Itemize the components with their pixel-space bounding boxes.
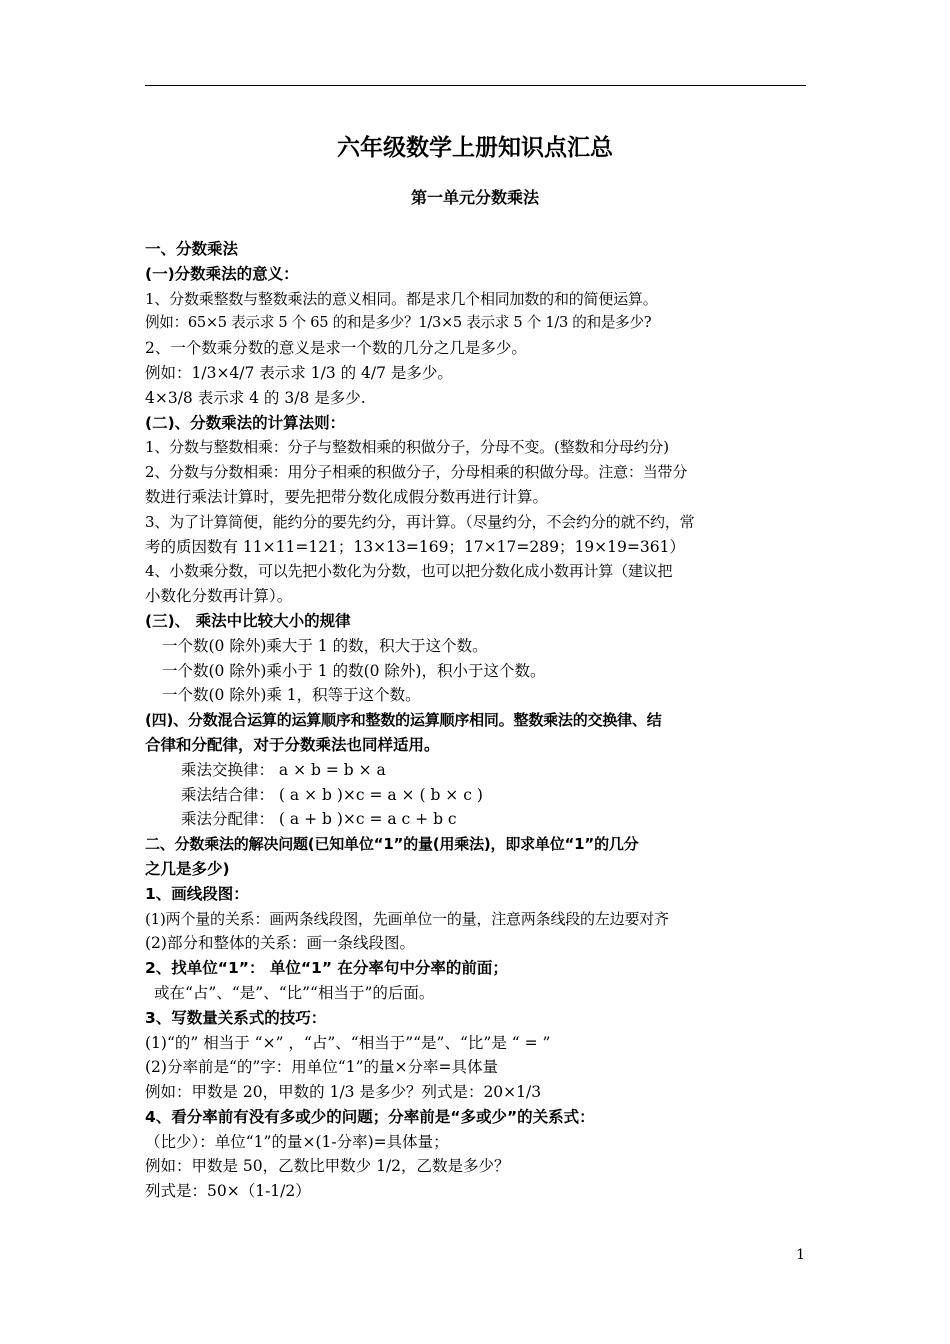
text-line: 或在“占”、“是”、“比”“相当于”的后面。 [154, 983, 435, 1002]
text-line: 例如：甲数是 20，甲数的 1/3 是多少？列式是：20×1/3 [145, 1083, 542, 1102]
unit-title: 第一单元分数乘法 [410, 188, 539, 207]
text-line: （比少）：单位“1”的量×(1-分率)=具体量； [145, 1132, 449, 1151]
text-line: 1、分数乘整数与整数乘法的意义相同。都是求几个相同加数的和的简便运算。 [145, 289, 658, 308]
text-line: 一个数(0 除外)乘 1，积等于这个数。 [162, 686, 421, 705]
formula-line: 乘法结合律： ( a × b )×c = a × ( b × c ) [181, 785, 483, 804]
text-line: 3、为了计算简便，能约分的要先约分，再计算。（尽量约分，不会约分的就不约，常 [145, 512, 695, 531]
text-line: 一个数(0 除外)乘大于 1 的数，积大于这个数。 [162, 636, 488, 655]
subsection-heading: 1、画线段图： [145, 884, 249, 903]
text-line: 考的质因数有 11×11=121；13×13=169；17×17=289；19×19=361） [145, 537, 685, 556]
subsection-heading: 4、看分率前有没有多或少的问题；分率前是“多或少”的关系式： [145, 1107, 595, 1126]
page-title: 六年级数学上册知识点汇总 [337, 135, 613, 161]
text-line: 列式是：50×（1-1/2） [145, 1182, 311, 1201]
text-line: (2)分率前是“的”字：用单位“1”的量×分率=具体量 [145, 1058, 498, 1077]
section-heading: 之几是多少) [145, 859, 230, 878]
text-line: 例如：65×5 表示求 5 个 65 的和是多少？1/3×5 表示求 5 个 1/3 的和是多少? [145, 314, 652, 332]
document-body [145, 237, 807, 1204]
text-line: 一个数(0 除外)乘小于 1 的数(0 除外)，积小于这个数。 [162, 661, 546, 680]
text-line: (1)“的” 相当于 “×” ，“占”、“相当于”“是”、“比”是 “ = ” [145, 1033, 551, 1052]
text-line: 小数化分数再计算）。 [145, 587, 293, 606]
text-line: (1)两个量的关系：画两条线段图，先画单位一的量，注意两条线段的左边要对齐 [145, 909, 669, 928]
subsection-heading: 2、找单位“1”： 单位“1” 在分率句中分率的前面； [145, 959, 508, 978]
text-line: 数进行乘法计算时，要先把带分数化成假分数再进行计算。 [145, 487, 549, 506]
subsection-heading: (一)分数乘法的意义： [145, 264, 299, 283]
subsection-heading: (二)、分数乘法的计算法则： [145, 413, 346, 432]
section-heading: 二、分数乘法的解决问题(已知单位“1”的量(用乘法)，即求单位“1”的几分 [145, 835, 639, 854]
formula-line: 乘法交换律： a × b = b × a [181, 760, 386, 779]
text-line: 2、分数与分数相乘：用分子相乘的积做分子，分母相乘的积做分母。注意：当带分 [145, 463, 688, 482]
formula-line: 乘法分配律： ( a + b )×c = a c + b c [181, 810, 457, 829]
text-line: 4、小数乘分数，可以先把小数化为分数，也可以把分数化成小数再计算（建议把 [145, 562, 673, 581]
subsection-heading: 3、写数量关系式的技巧： [145, 1008, 327, 1027]
page-number: 1 [796, 1247, 805, 1263]
subsection-heading: (四)、分数混合运算的运算顺序和整数的运算顺序相同。整数乘法的交换律、结 [145, 711, 662, 730]
text-line: 1、分数与整数相乘：分子与整数相乘的积做分子，分母不变。(整数和分母约分) [145, 438, 669, 457]
section-heading: 一、分数乘法 [145, 240, 239, 258]
text-line: 2、一个数乘分数的意义是求一个数的几分之几是多少。 [145, 339, 527, 358]
subsection-heading: (三)、 乘法中比较大小的规律 [145, 611, 351, 630]
text-line: (2)部分和整体的关系：画一条线段图。 [145, 934, 415, 953]
text-line: 例如：甲数是 50，乙数比甲数少 1/2，乙数是多少？ [145, 1157, 510, 1176]
subsection-heading: 合律和分配律，对于分数乘法也同样适用。 [145, 735, 440, 754]
header-rule [145, 85, 806, 86]
text-line: 例如：1/3×4/7 表示求 1/3 的 4/7 是多少。 [145, 363, 453, 382]
text-line: 4×3/8 表示求 4 的 3/8 是多少. [145, 388, 366, 407]
